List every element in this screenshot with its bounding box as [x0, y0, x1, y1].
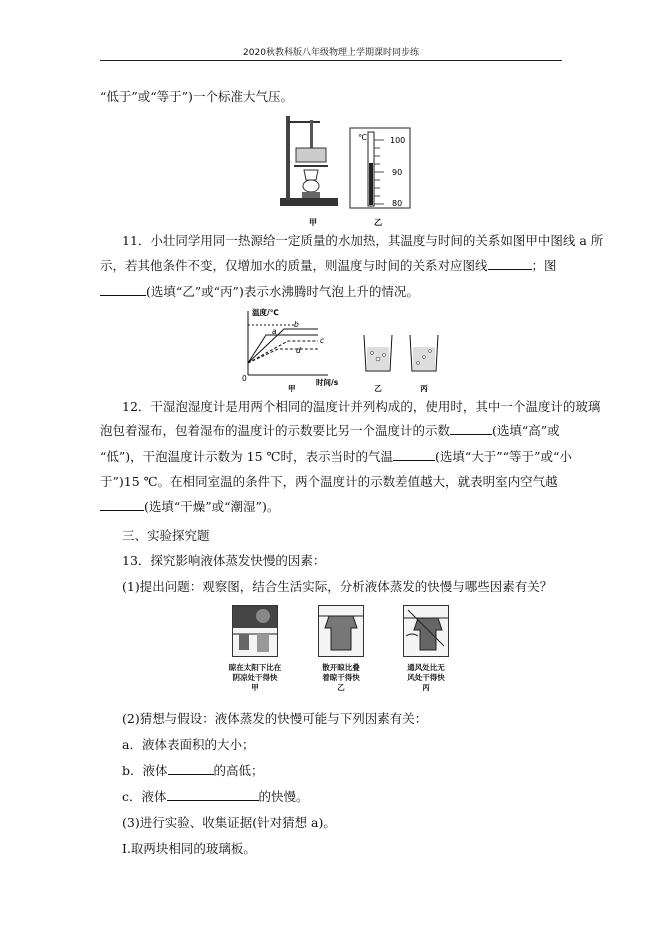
svg-text:甲: 甲 — [288, 384, 296, 393]
hyp-c-text-1: c．液体 — [122, 789, 167, 804]
hyp-c-blank — [167, 789, 259, 801]
hyp-c-text-2: 的快慢。 — [258, 789, 309, 804]
q11-text-1: 示，若其他条件不变，仅增加水的质量，则温度与时间的关系对应图线 — [100, 258, 488, 273]
q12-text-3: “低”)，干泡温度计示数为 15 ℃时，表示当时的气温 — [100, 449, 393, 464]
caption-jia: 晾在太阳下比在 阴凉处干得快 甲 — [228, 663, 282, 692]
q12-line-c — [100, 448, 572, 466]
q13-part-2: (2)猜想与假设：液体蒸发的快慢可能与下列因素有关： — [122, 711, 428, 726]
q13-part-1: (1)提出问题：观察图，结合生活实际，分析液体蒸发的快慢与哪些因素有关？ — [122, 579, 553, 594]
svg-text:乙: 乙 — [374, 218, 382, 227]
svg-text:b: b — [294, 320, 299, 329]
lamp — [303, 180, 319, 192]
q12-blank-2 — [393, 449, 435, 461]
stand-rod — [286, 116, 290, 200]
photo-wind-vs-still — [403, 605, 449, 657]
beaker-yi — [364, 335, 392, 371]
q11-line-a: 11．小壮同学用同一热源给一定质量的水加热，其温度与时间的关系如图甲中图线 a 所 — [122, 233, 604, 248]
q12-line-e — [100, 498, 562, 516]
line-1: “低于”或“等于”)一个标准大气压。 — [100, 89, 293, 104]
figure-boiling-apparatus — [278, 108, 418, 228]
svg-text:d: d — [296, 346, 301, 355]
caption-yi: 散开晾比叠 着晾干得快 乙 — [322, 663, 360, 692]
svg-text:90: 90 — [392, 168, 403, 177]
q12-text-2: (选填“高”或 — [492, 423, 560, 438]
q12-blank-1 — [450, 423, 492, 435]
q11-blank-2 — [100, 284, 146, 296]
header-rule — [100, 60, 562, 61]
q11-line-b — [100, 257, 562, 275]
q12-text-5: (选填“干燥”或“潮湿”)。 — [144, 499, 280, 514]
svg-text:℃: ℃ — [358, 133, 367, 142]
q13-part-3: (3)进行实验、收集证据(针对猜想 a)。 — [122, 815, 336, 830]
svg-text:a: a — [272, 327, 277, 336]
q12-line-a: 12．干湿泡湿度计是用两个相同的温度计并列构成的，使用时，其中一个温度计的玻璃 — [122, 399, 601, 414]
svg-text:c: c — [320, 336, 325, 345]
q12-blank-3 — [100, 499, 144, 511]
q12-text-1: 泡包着湿布，包着湿布的温度计的示数要比另一个温度计的示数 — [100, 423, 451, 438]
hyp-b-blank — [168, 763, 214, 775]
q13-title: 13．探究影响液体蒸发快慢的因素： — [122, 553, 326, 568]
caption-bing: 通风处比无 风处干得快 丙 — [407, 663, 445, 692]
q11-line-c — [100, 283, 562, 301]
hypothesis-a: a．液体表面积的大小； — [122, 737, 255, 752]
hyp-b-text-2: 的高低； — [213, 763, 264, 778]
curve-c — [248, 341, 318, 363]
svg-text:80: 80 — [392, 199, 403, 208]
q12-line-b — [100, 422, 562, 440]
figure-temperature-graph — [238, 305, 448, 395]
svg-text:丙: 丙 — [420, 384, 428, 393]
svg-text:乙: 乙 — [374, 384, 382, 393]
hyp-b-text-1: b．液体 — [122, 763, 168, 778]
svg-text:100: 100 — [390, 136, 406, 145]
curve-d — [248, 349, 318, 363]
q11-text-2: ；图 — [531, 258, 557, 273]
q12-line-d: 于”)15 ℃。在相同室温的条件下，两个温度计的示数差值越大，就表明室内空气越 — [100, 474, 558, 489]
hypothesis-c — [100, 788, 562, 806]
svg-text:0: 0 — [242, 374, 247, 383]
hypothesis-b — [100, 762, 562, 780]
photo-sun-vs-shade — [232, 605, 278, 657]
step-I: Ⅰ.取两块相同的玻璃板。 — [122, 841, 256, 856]
photo-spread-vs-folded — [318, 605, 364, 657]
page-header: 2020秋教科版八年级物理上学期课时同步练 — [243, 48, 419, 58]
section-3-title: 三、实验探究题 — [122, 528, 210, 543]
svg-text:时间/s: 时间/s — [316, 378, 339, 387]
q11-text-3: (选填“乙”或“丙”)表示水沸腾时气泡上升的情况。 — [146, 284, 419, 299]
svg-text:甲: 甲 — [309, 218, 317, 227]
q11-blank-1 — [488, 258, 532, 270]
q12-text-4: (选填“大于”“等于”或“小 — [435, 449, 572, 464]
beaker-bing — [410, 335, 438, 371]
svg-text:温度/℃: 温度/℃ — [252, 308, 279, 317]
